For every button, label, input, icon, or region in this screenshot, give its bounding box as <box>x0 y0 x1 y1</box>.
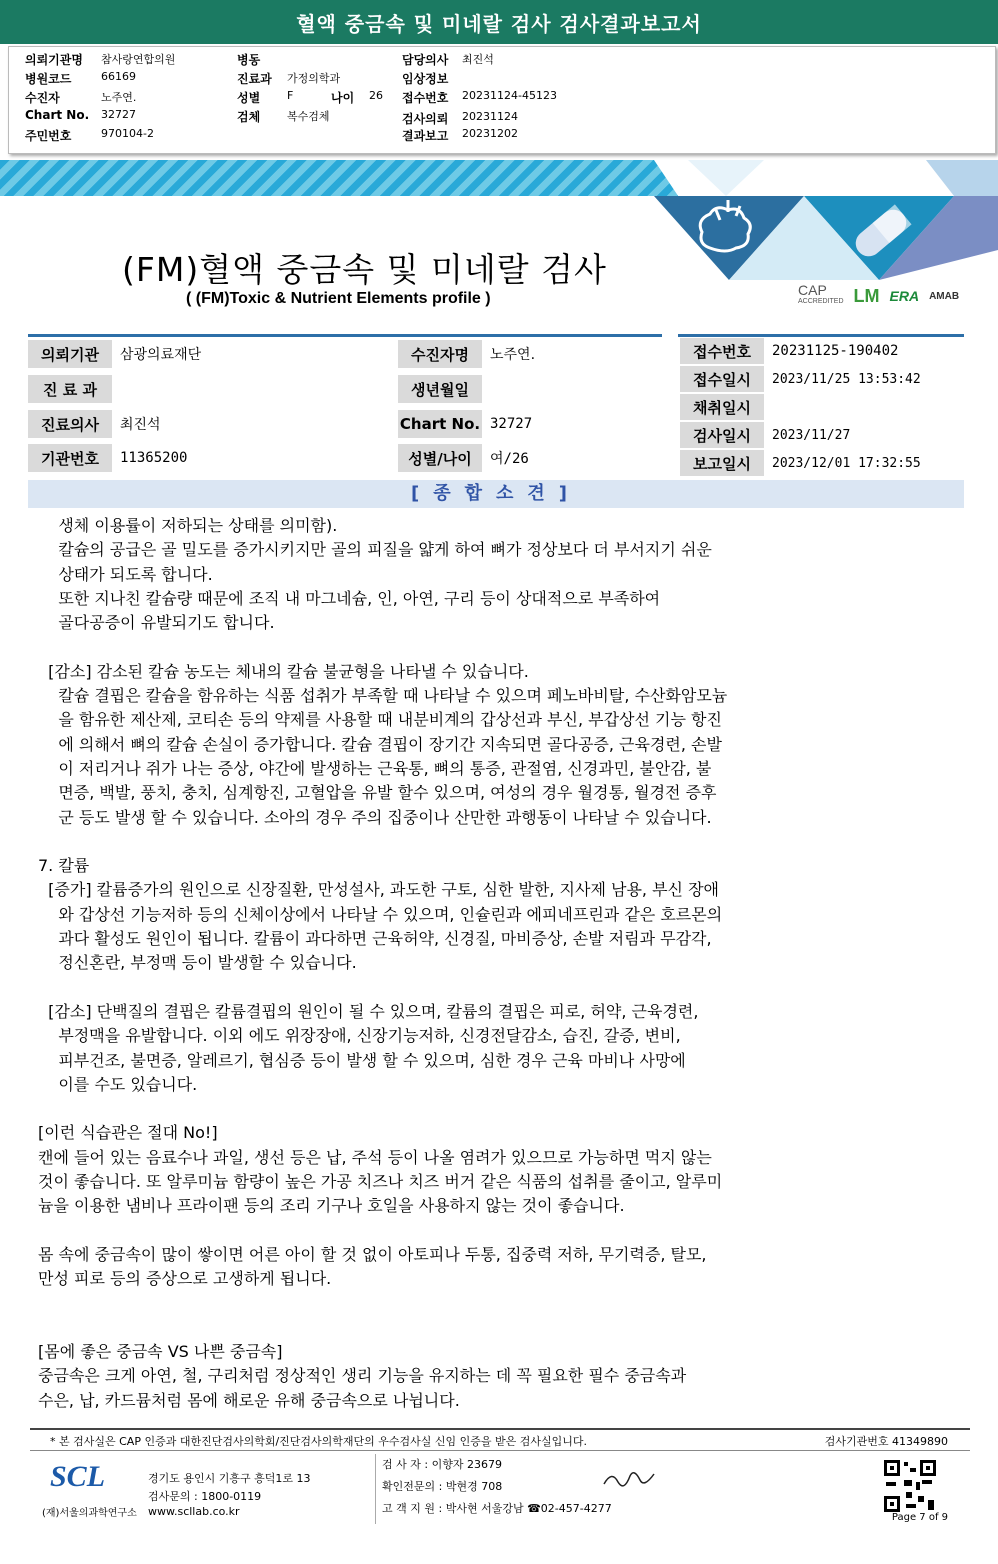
address: 경기도 용인시 기흥구 흥덕1로 13 <box>148 1472 311 1485</box>
text-line <box>38 976 958 1000</box>
info-divider <box>28 334 662 337</box>
text-line: 군 등도 발생 할 수 있습니다. 소아의 경우 주의 집중이나 산만한 과행동이 나타날 수 있습니다. <box>38 807 712 827</box>
header-id: 주민번호 970104-2 <box>25 127 154 143</box>
collect-date-label: 채취일시 <box>680 394 764 420</box>
text-line: [몸에 좋은 중금속 VS 나쁜 중금속] <box>38 1342 283 1362</box>
text-line <box>38 635 958 659</box>
footer-note: * 본 검사실은 CAP 인증과 대한진단검사의학회/진단검사의학재단의 우수검사실 신임 인증을 받은 검사실입니다. <box>50 1435 588 1448</box>
text-line: 또한 지나친 칼슘량 때문에 조직 내 마그네슘, 인, 아연, 구리 등이 상대적으로 부족하여 <box>38 588 661 608</box>
header-patient: 수진자 노주연. <box>25 91 137 105</box>
page-title: (FM)혈액 중금속 및 미네랄 검사 <box>122 250 607 289</box>
text-line <box>38 1097 958 1121</box>
summary-heading: [종합소견] <box>28 480 964 508</box>
header-receipt: 접수번호 20231124-45123 <box>402 89 557 105</box>
text-line: 생체 이용률이 저하되는 상태를 의미함). <box>38 516 338 535</box>
text-line: 면증, 백발, 풍치, 충치, 심계항진, 고혈압을 유발 할수 있으며, 여성의 경우 월경통, 월경전 증후 <box>38 783 717 803</box>
info-divider-right <box>678 334 964 337</box>
inst-label: 기관번호 <box>28 444 112 472</box>
amab-logo: AMAB <box>929 290 960 302</box>
inquiry-phone: 검사문의 : 1800-0119 <box>148 1490 262 1503</box>
text-line: [감소] 감소된 칼슘 농도는 체내의 칼슘 불균형을 나타낼 수 있습니다. <box>38 661 529 681</box>
patient-header <box>8 46 996 154</box>
header-report: 결과보고 20231202 <box>402 127 518 143</box>
req-org-label: 의뢰기관 <box>28 340 112 368</box>
text-line: [감소] 단백질의 결핍은 칼륨결핍의 원인이 될 수 있으며, 칼륨의 결핍은 피로, 허약, 근육경련, <box>38 1001 699 1021</box>
confirmer: 확인전문의 : 박현경 708 <box>382 1480 503 1493</box>
text-line: 과다 활성도 원인이 됩니다. 칼륨이 과다하면 근육허약, 신경질, 마비증상, 손발 저림과 무감각, <box>38 929 712 949</box>
summary-body <box>38 514 958 1413</box>
text-line: 정신혼란, 부정맥 등이 발생할 수 있습니다. <box>38 953 357 973</box>
receipt-date-label: 접수일시 <box>680 366 764 392</box>
text-line: 이를 수도 있습니다. <box>38 1074 198 1094</box>
text-line <box>38 1219 958 1243</box>
header-chart: Chart No. 32727 <box>25 108 136 122</box>
patient-value: 노주연. <box>490 347 536 363</box>
receipt-no-label: 접수번호 <box>680 338 764 364</box>
text-line: 것이 좋습니다. 또 알루미늄 함량이 높은 가공 치즈나 치즈 버거 같은 식품의 섭취를 줄이고, 알루미 <box>38 1172 723 1192</box>
text-line: 을 함유한 제산제, 코티손 등의 약제를 사용할 때 내분비계의 갑상선과 부신, 부갑상선 기능 항진 <box>38 710 722 730</box>
text-line: 칼슘의 공급은 골 밀도를 증가시키지만 골의 피질을 얇게 하여 뼈가 정상보다 더 부서지기 쉬운 <box>38 540 712 560</box>
text-line <box>38 1316 958 1340</box>
header-org: 의뢰기관명 참사랑연합의원 <box>25 53 176 67</box>
header-specimen: 검체 복수검체 <box>237 110 330 124</box>
text-line: 골다공증이 유발되기도 합니다. <box>38 613 275 633</box>
header-dept: 진료과 가정의학과 <box>237 72 341 86</box>
text-line: 늄을 이용한 냄비나 프라이팬 등의 조리 기구나 호일을 사용하지 않는 것이 좋습니다. <box>38 1196 625 1216</box>
test-date-label: 검사일시 <box>680 422 764 448</box>
signature <box>600 1468 660 1495</box>
text-line: 부정맥을 유발합니다. 이외 에도 위장장애, 신장기능저하, 신경전달감소, 습진, 갈증, 변비, <box>38 1026 681 1046</box>
text-line <box>38 1292 958 1316</box>
text-line: 칼슘 결핍은 칼슘을 함유하는 식품 섭취가 부족할 때 나타날 수 있으며 페노바비탈, 수산화암모늄 <box>38 686 728 706</box>
header-request: 검사의뢰 20231124 <box>402 110 518 126</box>
report-title-bar <box>0 0 998 44</box>
test-date-value: 2023/11/27 <box>772 427 851 443</box>
report-date-value: 2023/12/01 17:32:55 <box>772 455 921 471</box>
header-ward: 병동 <box>237 53 261 67</box>
text-line: 이 저리거나 쥐가 나는 증상, 야간에 발생하는 근육통, 뼈의 통증, 관절염, 신경과민, 불안감, 불 <box>38 758 712 778</box>
lm-logo: LM <box>853 285 880 306</box>
chart-value: 32727 <box>490 416 533 432</box>
lab-number: 검사기관번호 41349890 <box>824 1435 948 1448</box>
website[interactable]: www.scllab.co.kr <box>148 1505 240 1518</box>
text-line: 만성 피로 등의 증상으로 고생하게 됩니다. <box>38 1269 332 1289</box>
qr-code-icon <box>882 1458 938 1514</box>
doctor-value: 최진석 <box>120 417 161 433</box>
dob-label: 생년월일 <box>398 375 482 403</box>
header-doctor: 담당의사 최진석 <box>402 53 494 67</box>
report-date-label: 보고일시 <box>680 450 764 476</box>
page-number: Page 7 of 9 <box>891 1512 948 1523</box>
customer-support: 고 객 지 원 : 박사현 서울강남 ☎02-457-4277 <box>382 1502 612 1515</box>
dept-label: 진 료 과 <box>28 375 112 403</box>
text-line: 7. 칼륨 <box>38 856 90 876</box>
dob-value <box>482 375 662 403</box>
text-line: [이런 식습관은 절대 No!] <box>38 1123 218 1143</box>
text-line: 몸 속에 중금속이 많이 쌓이면 어른 아이 할 것 없이 아토피나 두통, 집중력 저하, 무기력증, 탈모, <box>38 1244 707 1264</box>
text-line: 상태가 되도록 합니다. <box>38 564 213 584</box>
inst-value: 11365200 <box>120 450 188 466</box>
scl-logo: SCL <box>50 1460 106 1493</box>
scl-name: (재)서울의과학연구소 <box>42 1508 137 1519</box>
tester: 검 사 자 : 이향자 23679 <box>382 1458 502 1471</box>
header-code: 병원코드 66169 <box>25 70 136 86</box>
receipt-date-value: 2023/11/25 13:53:42 <box>772 371 921 387</box>
doctor-label: 진료의사 <box>28 410 112 438</box>
text-line <box>38 830 958 854</box>
receipt-no-value: 20231125-190402 <box>772 343 899 359</box>
text-line: 피부건조, 불면증, 알레르기, 협심증 등이 발생 할 수 있으며, 심한 경우 근육 마비나 사망에 <box>38 1050 686 1070</box>
footer <box>30 1428 970 1524</box>
sexage-label: 성별/나이 <box>398 444 482 472</box>
dept-value <box>112 375 396 403</box>
report-title: 혈액 중금속 및 미네랄 검사 검사결과보고서 <box>296 11 702 36</box>
header-sex-age: 성별 F 나이 26 <box>237 89 383 105</box>
chart-label: Chart No. <box>398 410 482 438</box>
collect-date-value <box>764 394 964 420</box>
cert-logos <box>798 284 959 308</box>
req-org-value: 삼광의료재단 <box>120 347 202 363</box>
text-line: [증가] 칼륨증가의 원인으로 신장질환, 만성설사, 과도한 구토, 심한 발한, 지사제 남용, 부신 장애 <box>38 880 719 900</box>
header-clinical: 임상정보 <box>402 72 449 86</box>
cap-logo: CAP ACCREDITED <box>798 282 844 305</box>
text-line: 수은, 납, 카드뮴처럼 몸에 해로운 유해 중금속으로 나뉩니다. <box>38 1390 460 1410</box>
sexage-value: 여/26 <box>490 451 529 467</box>
era-logo: ERA <box>889 288 920 304</box>
text-line: 에 의해서 뼈의 칼슘 손실이 증가합니다. 칼슘 결핍이 장기간 지속되면 골다공증, 근육경련, 손발 <box>38 734 722 754</box>
text-line: 와 갑상선 기능저하 등의 신체이상에서 나타날 수 있으며, 인슐린과 에피네프린과 같은 호르몬의 <box>38 904 723 924</box>
patient-label: 수진자명 <box>398 340 482 368</box>
text-line: 중금속은 크게 아연, 철, 구리처럼 정상적인 생리 기능을 유지하는 데 꼭 필요한 필수 중금속과 <box>38 1366 687 1386</box>
page-subtitle: ( (FM)Toxic & Nutrient Elements profile ) <box>186 290 491 307</box>
text-line: 캔에 들어 있는 음료수나 과일, 생선 등은 납, 주석 등이 나올 염려가 있으므로 가능하면 먹지 않는 <box>38 1147 712 1167</box>
